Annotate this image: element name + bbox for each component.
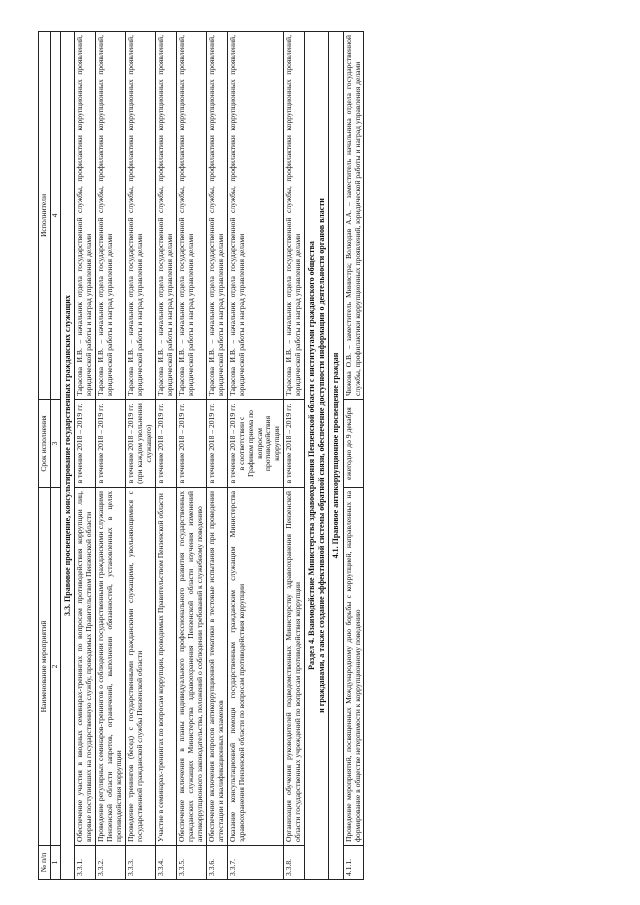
row-measure-name: Обеспечение включения вопросов антикоррупционной тематики в тестовые испытания при проведении аттестации и квалификационных экзаменов <box>206 488 227 846</box>
row-number: 4.1.1. <box>343 846 364 880</box>
table-row <box>227 32 284 880</box>
measures-table <box>38 31 364 880</box>
table-row <box>176 32 206 880</box>
row-executor: Тарасова И.В. – начальник отдела государственной службы, профилактики коррупционных проявлений, юридической работы и наград управления делами <box>206 32 227 400</box>
row-term: в течение 2018 – 2019 гг. <box>206 400 227 488</box>
header-name: Наименование мероприятий <box>39 488 51 846</box>
index-4: 4 <box>50 32 60 400</box>
row-executor: Чижова О.В. – заместитель Министра; Волкодав А.А. – заместитель начальника отдела государственной службы, профилактики коррупционных проявлений, юридической работы и наград управления делами <box>343 32 364 400</box>
table-row <box>343 32 364 880</box>
row-measure-name: Оказание консультационной помощи государственным гражданским служащим Министерства здравоохранения Пензенской области по вопросам противодействия коррупции <box>227 488 284 846</box>
row-number: 3.3.4. <box>155 846 176 880</box>
row-measure-name: Проведение мероприятий, посвященных Международному дню борьбы с коррупцией, направленных на формирование в обществе нетерпимости к коррупционному поведению <box>343 488 364 846</box>
table-row <box>155 32 176 880</box>
section-row-3-3 <box>60 32 74 880</box>
table-row <box>96 32 126 880</box>
row-term: в течение 2018 – 2019 гг. <box>75 400 96 488</box>
table-header-row <box>39 32 51 880</box>
row-term: в течение 2018 – 2019 гг. <box>155 400 176 488</box>
row-measure-name: Обеспечение включения в планы индивидуального профессионального развития государственных гражданских служащих Министерства здравоохранения Пензенской области изучения изменений антикоррупционного законодательства, положений о соблюдении требований к служебному поведению <box>176 488 206 846</box>
row-term: ежегодно до 9 декабря <box>343 400 364 488</box>
row-measure-name: Обеспечение участия в вводных семинарах-тренингах по вопросам противодействия коррупции лиц, впервые поступивших на государственную службу, проводимых Правительством Пензенской области <box>75 488 96 846</box>
section-title-4-line2: и гражданами, а также создание эффективной системы обратной связи, обеспечение доступности информации о деятельности органов власти <box>316 198 326 713</box>
row-measure-name: Проведение тренингов (бесед) с государственными гражданскими служащими, увольняющимися с государственной гражданской службы Пензенской области <box>126 488 156 846</box>
section-row-4-1 <box>329 32 343 880</box>
row-executor: Тарасова И.В. – начальник отдела государственной службы, профилактики коррупционных проявлений, юридической работы и наград управления делами <box>126 32 156 400</box>
row-executor: Тарасова И.В. – начальник отдела государственной службы, профилактики коррупционных проявлений, юридической работы и наград управления делами <box>176 32 206 400</box>
rotated-table-stage <box>38 32 610 880</box>
row-executor: Тарасова И.В. – начальник отдела государственной службы, профилактики коррупционных проявлений, юридической работы и наград управления делами <box>75 32 96 400</box>
row-term: в течение 2018 – 2019 гг. <box>176 400 206 488</box>
section-title-4-line1: Раздел 4. Взаимодействие Министерства здравоохранения Пензенской области с институтами гражданского общества <box>307 241 317 670</box>
row-executor: Тарасова И.В. – начальник отдела государственной службы, профилактики коррупционных проявлений, юридической работы и наград управления делами <box>96 32 126 400</box>
row-number: 3.3.2. <box>96 846 126 880</box>
table-row <box>126 32 156 880</box>
section-title-4-1: 4.1. Правовое антикоррупционное просвещение граждан <box>329 32 343 880</box>
section-row-4 <box>305 32 329 880</box>
row-term: в течение 2018 – 2019 гг. (при каждом увольнении служащего) <box>126 400 156 488</box>
row-executor: Тарасова И.В. – начальник отдела государственной службы, профилактики коррупционных проявлений, юридической работы и наград управления делами <box>227 32 284 400</box>
row-term: в течение 2018 – 2019 гг. <box>96 400 126 488</box>
row-measure-name: Участие в семинарах-тренингах по вопросам коррупции, проводимых Правительством Пензенской области <box>155 488 176 846</box>
row-measure-name: Организация обучения руководителей подведомственных Министерству здравоохранения Пензенской области государственных учреждений по вопросам противодействия коррупции <box>284 488 305 846</box>
column-index-row <box>50 32 60 880</box>
row-number: 3.3.5. <box>176 846 206 880</box>
row-executor: Тарасова И.В. – начальник отдела государственной службы, профилактики коррупционных проявлений, юридической работы и наград управления делами <box>284 32 305 400</box>
row-number: 3.3.1. <box>75 846 96 880</box>
row-number: 3.3.8. <box>284 846 305 880</box>
row-measure-name: Проведение регулярных семинаров-тренингов о соблюдении государственными гражданскими служащими Пензенской области запретов, ограничений, выполнении обязанностей, установленных в целях противодействия коррупции <box>96 488 126 846</box>
index-3: 3 <box>50 400 60 488</box>
row-term: в течение 2018 – 2019 гг. в соответствии с Графиком приема по вопросам противодействия коррупции <box>227 400 284 488</box>
row-number: 3.3.3. <box>126 846 156 880</box>
header-term: Срок исполнения <box>39 400 51 488</box>
row-number: 3.3.7. <box>227 846 284 880</box>
index-2: 2 <box>50 488 60 846</box>
row-executor: Тарасова И.В. – начальник отдела государственной службы, профилактики коррупционных проявлений, юридической работы и наград управления делами <box>155 32 176 400</box>
header-num: № п/п <box>39 846 51 880</box>
table-row <box>206 32 227 880</box>
table-row <box>75 32 96 880</box>
section-title-4 <box>305 32 329 880</box>
table-row <box>284 32 305 880</box>
header-exec: Исполнители <box>39 32 51 400</box>
section-title-3-3: 3.3. Правовое просвещение, консультирование государственных гражданских служащих <box>60 32 74 880</box>
row-number: 3.3.6. <box>206 846 227 880</box>
row-term: в течение 2018 – 2019 гг. <box>284 400 305 488</box>
index-1: 1 <box>50 846 60 880</box>
